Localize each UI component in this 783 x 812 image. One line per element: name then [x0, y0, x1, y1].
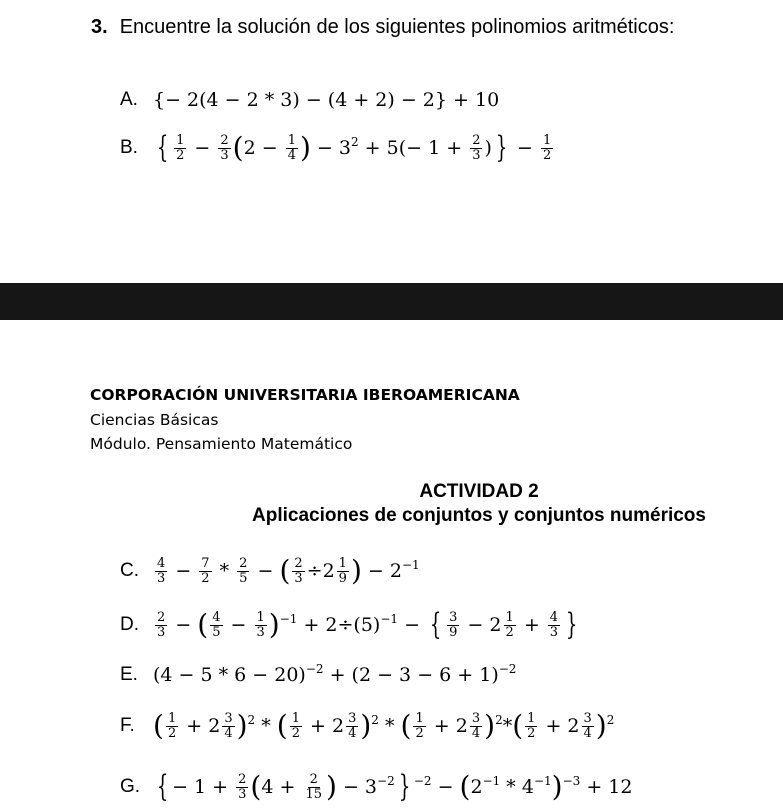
expression-a-body: {− 2(4 − 2 * 3) − (4 + 2) − 2} + 10	[153, 89, 500, 111]
item-label: F.	[120, 715, 135, 737]
activity-subtitle: Aplicaciones de conjuntos y conjuntos numéricos	[252, 505, 706, 526]
expression-d: D. $\frac{2}{3}$ − ( $\frac{4}{5}$ − $\frac{1}{3}$ ) $^{-1}$ + 2÷(5) $^{-1}$ − { $\frac{3}{9}$ − 2 $\frac{1}{2}$ + $\frac{4}{3}$ }	[120, 607, 578, 642]
dark-band	[0, 283, 783, 320]
item-label: G.	[120, 776, 141, 797]
expression-g: G. { − 1 + $\frac{2}{3}$ ( 4 + $\frac{2}{15}$ ) − 3 $^{-2}$ } $^{-2}$ − ( 2 $^{-1}$ * 4 $^{-1}$ ) $^{-3}$ + 12	[120, 769, 633, 804]
item-label: C.	[120, 560, 139, 582]
activity-title: ACTIVIDAD 2	[419, 481, 539, 502]
expression-a	[120, 89, 499, 111]
item-label: A.	[120, 89, 138, 110]
item-label: B.	[120, 137, 138, 158]
item-label: E.	[120, 664, 138, 685]
question-heading	[91, 16, 674, 39]
item-label: D.	[120, 614, 139, 635]
question-text: Encuentre la solución de los siguientes polinomios aritméticos:	[119, 16, 675, 38]
institution-name: CORPORACIÓN UNIVERSITARIA IBEROAMERICANA	[90, 386, 520, 404]
expression-e: E. (4 − 5 * 6 − 20) $^{-2}$ + (2 − 3 − 6 + 1) $^{-2}$	[120, 662, 517, 686]
expression-c: C. $\frac{4}{3}$ − $\frac{7}{2}$ * $\frac{2}{5}$ − ( $\frac{2}{3}$ ÷2 $\frac{1}{9}$ ) − 2 $^{-1}$	[120, 554, 420, 588]
department-name: Ciencias Básicas	[90, 411, 219, 429]
module-name: Módulo. Pensamiento Matemático	[90, 435, 353, 453]
expression-b: B. { $\frac{1}{2}$ − $\frac{2}{3}$ ( 2 − $\frac{1}{4}$ ) − 3 $^2$ + 5(− 1 + $\frac{2}{3}$ ) } − $\frac{1}{2}$	[120, 130, 552, 165]
question-number: 3.	[91, 16, 108, 38]
expression-f: F. ( $\frac{1}{2}$ + 2 $\frac{3}{4}$ ) $^2$ * ( $\frac{1}{2}$ + 2 $\frac{3}{4}$ ) $^2$ * ( $\frac{1}{2}$ + 2 $\frac{3}{4}$ ) $^2$ * ( $\frac{1}{2}$ + 2 $\frac{3}{4}$ ) $^2$	[120, 709, 615, 743]
